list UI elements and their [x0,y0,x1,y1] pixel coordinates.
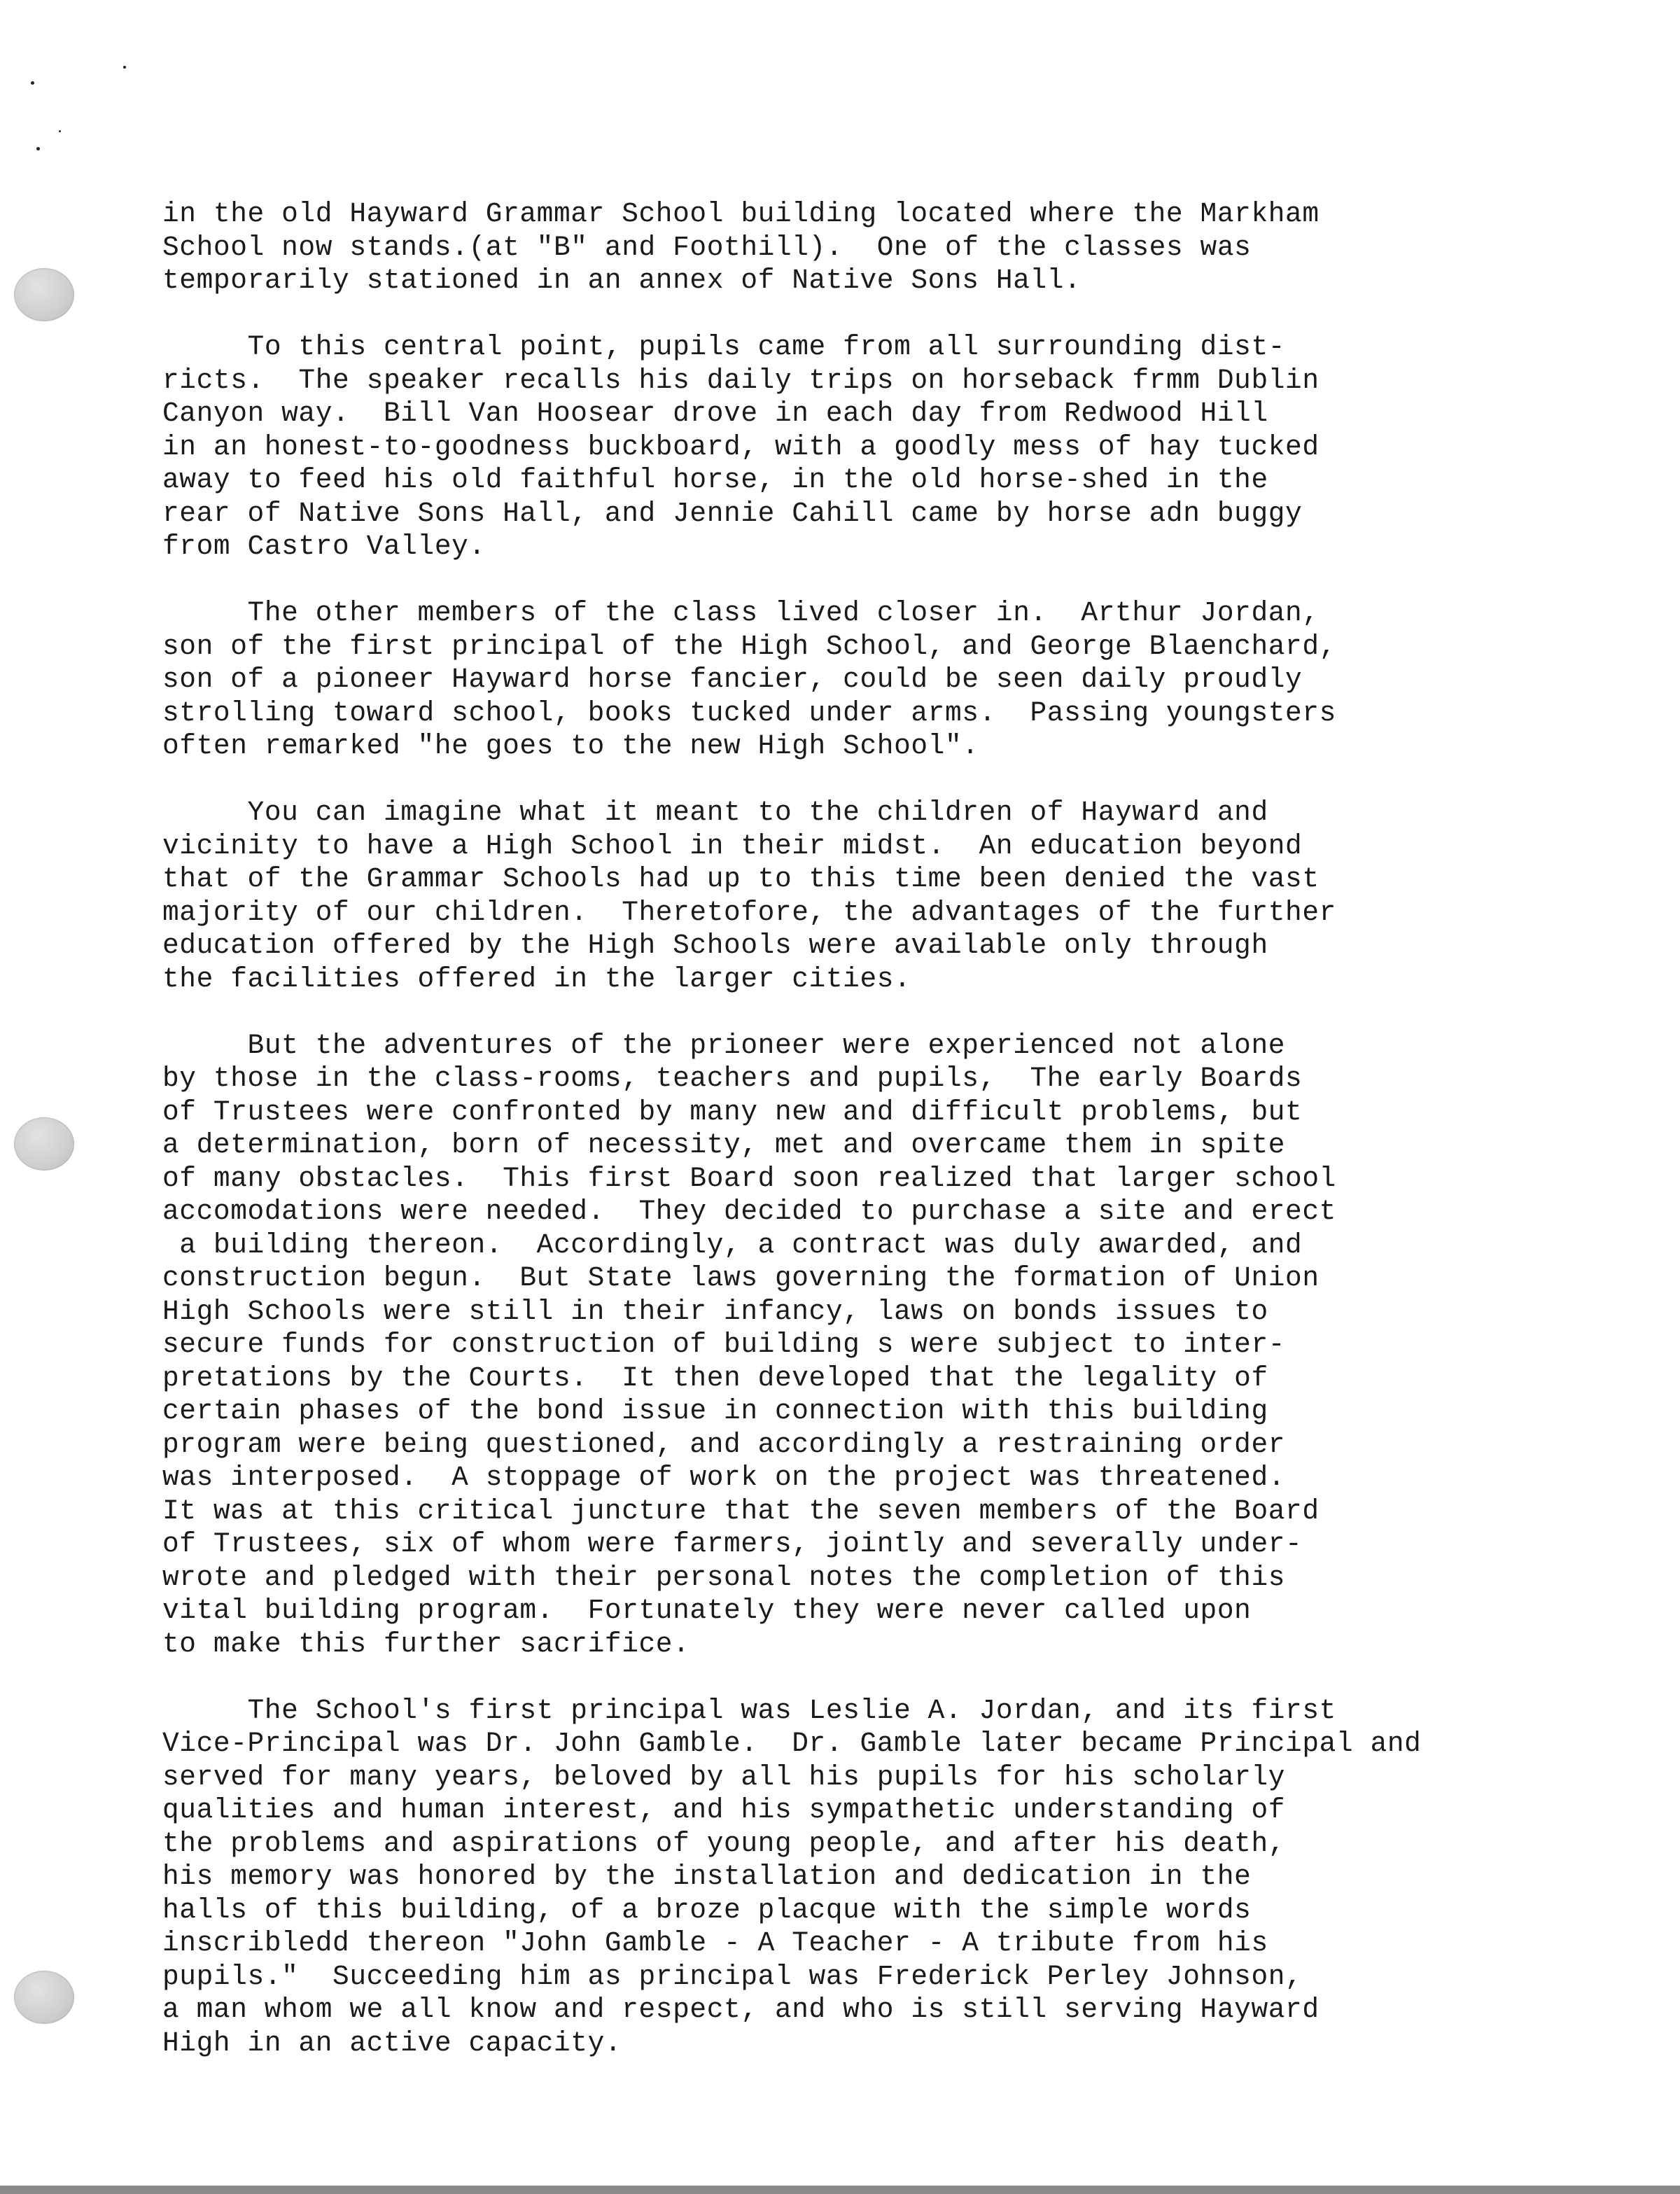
text-line: certain phases of the bond issue in connection with this building [162,1395,1268,1427]
ink-speck [123,66,126,69]
ink-speck [59,130,61,132]
text-line: son of a pioneer Hayward horse fancier, could be seen daily proudly [162,664,1303,695]
text-line: Canyon way. Bill Van Hoosear drove in each day from Redwood Hill [162,398,1268,429]
text-line: vicinity to have a High School in their midst. An education beyond [162,830,1303,862]
text-line: to make this further sacrifice. [162,1628,690,1660]
text-line: pupils." Succeeding him as principal was Frederick Perley Johnson, [162,1960,1303,1992]
paragraph-6 [162,1694,1667,2060]
text-line: But the adventures of the prioneer were experienced not alone [162,1029,1286,1061]
text-line: rear of Native Sons Hall, and Jennie Cahill came by horse adn buggy [162,497,1303,529]
text-line: of Trustees were confronted by many new and difficult problems, but [162,1096,1303,1128]
text-line: halls of this building, of a broze placque with the simple words [162,1894,1252,1926]
text-line: Vice-Principal was Dr. John Gamble. Dr. Gamble later became Principal and [162,1728,1422,1759]
text-line: temporarily stationed in an annex of Native Sons Hall. [162,265,1082,296]
text-line: in an honest-to-goodness buckboard, with a goodly mess of hay tucked [162,431,1320,463]
text-line: a man whom we all know and respect, and who is still serving Hayward [162,1994,1320,2025]
text-line: the problems and aspirations of young people, and after his death, [162,1827,1286,1859]
text-line: High Schools were still in their infancy, laws on bonds issues to [162,1295,1268,1327]
text-line: that of the Grammar Schools had up to this time been denied the vast [162,863,1320,895]
text-line: qualities and human interest, and his sympathetic understanding of [162,1794,1286,1826]
binder-hole-top [14,268,74,321]
text-line: from Castro Valley. [162,531,486,562]
text-line: program were being questioned, and accordingly a restraining order [162,1428,1286,1460]
binder-hole-bottom [14,1971,74,2024]
text-line: was interposed. A stoppage of work on the project was threatened. [162,1462,1286,1493]
page-bottom-edge [0,2186,1680,2194]
text-line: inscribledd thereon "John Gamble - A Teacher - A tribute from his [162,1927,1268,1959]
paragraph-2 [162,330,1667,564]
text-line: the facilities offered in the larger cities. [162,963,911,995]
text-line: often remarked "he goes to the new High School". [162,730,979,762]
text-line: education offered by the High Schools were available only through [162,930,1268,961]
paragraph-1 [162,197,1667,298]
paragraph-4 [162,796,1667,995]
text-line: son of the first principal of the High School, and George Blaenchard, [162,630,1336,662]
paragraph-3 [162,596,1667,763]
ink-speck [36,147,40,151]
text-line: in the old Hayward Grammar School building located where the Markham [162,198,1320,230]
text-line: secure funds for construction of building s were subject to inter- [162,1329,1286,1360]
text-line: High in an active capacity. [162,2027,622,2059]
text-line: away to feed his old faithful horse, in the old horse-shed in the [162,464,1268,496]
text-line: his memory was honored by the installation and dedication in the [162,1861,1252,1892]
text-line: a determination, born of necessity, met and overcame them in spite [162,1129,1286,1161]
text-line: accomodations were needed. They decided to purchase a site and erect [162,1196,1336,1227]
text-line: ricts. The speaker recalls his daily trips on horseback frmm Dublin [162,364,1320,396]
text-line: served for many years, beloved by all his pupils for his scholarly [162,1761,1286,1793]
text-line: pretations by the Courts. It then developed that the legality of [162,1362,1268,1394]
text-line: of Trustees, six of whom were farmers, jointly and severally under- [162,1528,1303,1560]
text-line: strolling toward school, books tucked under arms. Passing youngsters [162,697,1336,729]
text-line: You can imagine what it meant to the children of Hayward and [162,797,1268,828]
binder-hole-middle [14,1117,74,1171]
document-body [162,197,1667,2093]
text-line: of many obstacles. This first Board soon realized that larger school [162,1162,1336,1194]
text-line: construction begun. But State laws governing the formation of Union [162,1262,1320,1294]
text-line: The other members of the class lived closer in. Arthur Jordan, [162,597,1320,629]
text-line: by those in the class-rooms, teachers and pupils, The early Boards [162,1063,1303,1094]
text-line: wrote and pledged with their personal notes the completion of this [162,1561,1286,1593]
text-line: The School's first principal was Leslie A. Jordan, and its first [162,1694,1336,1726]
paragraph-5 [162,1029,1667,1661]
ink-speck [31,81,34,85]
text-line: School now stands.(at "B" and Foothill). One of the classes was [162,231,1252,263]
text-line: It was at this critical juncture that the seven members of the Board [162,1495,1320,1527]
text-line: a building thereon. Accordingly, a contract was duly awarded, and [162,1229,1303,1261]
text-line: vital building program. Fortunately they were never called upon [162,1595,1252,1626]
text-line: majority of our children. Theretofore, the advantages of the further [162,896,1336,928]
text-line: To this central point, pupils came from all surrounding dist- [162,331,1286,363]
